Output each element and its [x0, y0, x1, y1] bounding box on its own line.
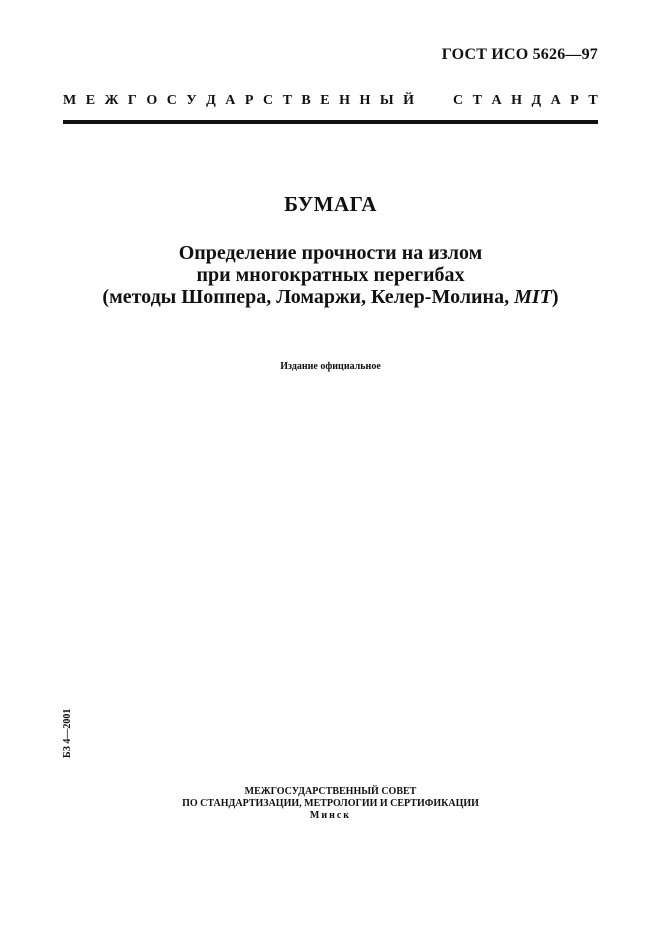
standard-type-letter: Н: [339, 93, 350, 108]
standard-type-letter: С: [166, 93, 177, 108]
standard-type-letter: А: [550, 93, 561, 108]
standard-type-letter: Т: [282, 93, 292, 108]
standard-type-letter: Т: [472, 93, 482, 108]
standard-type-letter: Д: [206, 93, 216, 108]
publisher-city: Минск: [309, 810, 352, 821]
document-code: ГОСТ ИСО 5626—97: [441, 46, 598, 63]
edition-note: Издание официальное: [280, 361, 381, 372]
standard-type-letter: О: [146, 93, 158, 108]
document-title: БУМАГА: [284, 192, 377, 216]
publisher-line: ПО СТАНДАРТИЗАЦИИ, МЕТРОЛОГИИ И СЕРТИФИКАЦИИ: [182, 798, 479, 809]
standard-type-letter: Й: [403, 93, 415, 108]
standard-type-letter: А: [491, 93, 502, 108]
standard-type-letter: Е: [85, 93, 96, 108]
standard-type-letter: Д: [531, 93, 542, 108]
standard-type-letter: Н: [511, 93, 523, 108]
subtitle-methods: (методы Шоппера, Ломаржи, Келер-Молина,: [102, 286, 515, 308]
publisher-block: [0, 786, 661, 822]
standard-type-letter: Е: [320, 93, 330, 108]
standard-type-letter: Ы: [379, 93, 394, 108]
standard-type-letter: Т: [588, 93, 598, 108]
document-subtitle: [0, 242, 661, 308]
standard-type-letter: Р: [570, 93, 579, 108]
standard-type-letter: Н: [359, 93, 371, 108]
standard-type-letter: Ж: [104, 93, 119, 108]
publisher-line: МЕЖГОСУДАРСТВЕННЫЙ СОВЕТ: [244, 786, 417, 797]
standard-type-letter: С: [262, 93, 274, 108]
standard-type-letter: В: [301, 93, 311, 108]
subtitle-line: [0, 286, 661, 308]
standard-type-heading: [63, 93, 598, 109]
word-gap: [424, 93, 444, 109]
standard-type-letter: Г: [127, 93, 137, 108]
subtitle-line: при многократных перегибах: [196, 264, 465, 286]
standard-type-letter: М: [63, 93, 77, 108]
side-code: БЗ 4—2001: [62, 708, 73, 758]
standard-type-letter: А: [225, 93, 236, 108]
subtitle-line: Определение прочности на излом: [178, 242, 483, 264]
standard-type-letter: С: [453, 93, 464, 108]
subtitle-close-paren: ): [551, 286, 559, 308]
header-rule: [63, 120, 598, 124]
standard-type-letter: У: [186, 93, 197, 108]
standard-type-letter: Р: [244, 93, 254, 108]
subtitle-mit: MIT: [514, 286, 552, 308]
